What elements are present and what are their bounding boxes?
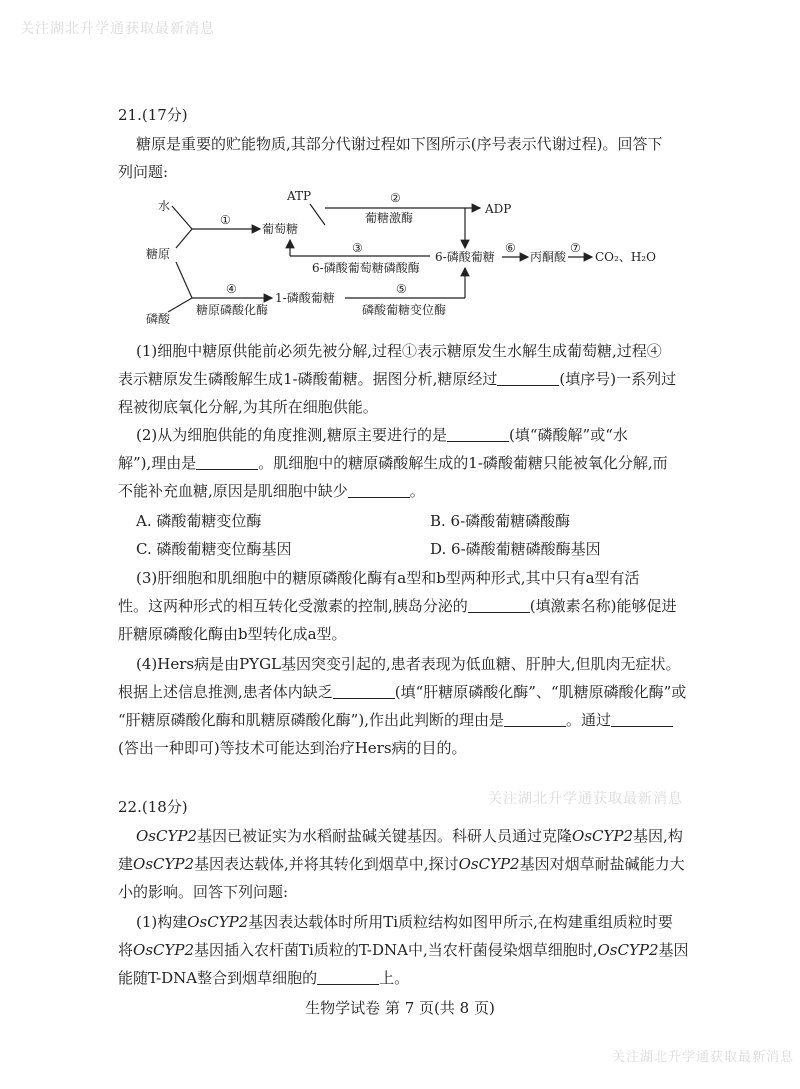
answer-blank[interactable] bbox=[317, 970, 379, 985]
label-water: 水 bbox=[158, 199, 171, 213]
glycogen-metabolism-diagram bbox=[140, 180, 680, 330]
label-g1p: 1-磷酸葡糖 bbox=[275, 291, 335, 305]
answer-blank[interactable] bbox=[333, 684, 395, 699]
option-c: C. 磷酸葡糖变位酶基因 bbox=[136, 540, 292, 558]
q22-part1-line-3: 能随T-DNA整合到烟草细胞的 上。 bbox=[118, 969, 410, 987]
option-b: B. 6-磷酸葡糖磷酸酶 bbox=[430, 512, 571, 530]
label-g6p: 6-磷酸葡糖 bbox=[435, 250, 495, 264]
question-22-heading: 22.(18分) bbox=[118, 798, 188, 816]
answer-blank[interactable] bbox=[196, 455, 258, 470]
label-phosphate: 磷酸 bbox=[146, 312, 171, 326]
q22-part1-line-2: 将OsCYP2基因插入农杆菌Ti质粒的T-DNA中,当农杆菌侵染烟草细胞时,OsCYP2基因 bbox=[118, 941, 689, 959]
answer-blank[interactable] bbox=[348, 483, 410, 498]
label-glycogen: 糖原 bbox=[146, 247, 171, 261]
watermark-middle: 关注湖北升学通获取最新消息 bbox=[488, 791, 683, 807]
label-g6pase: 6-磷酸葡萄糖磷酸酶 bbox=[312, 261, 420, 275]
label-pyruvate: 丙酮酸 bbox=[530, 250, 567, 264]
label-glucose: 葡萄糖 bbox=[262, 222, 299, 236]
option-a: A. 磷酸葡糖变位酶 bbox=[136, 512, 262, 530]
question-21-heading: 21.(17分) bbox=[118, 106, 188, 124]
answer-blank[interactable] bbox=[504, 712, 566, 727]
label-adp: ADP bbox=[485, 202, 512, 216]
label-products: CO₂、H₂O bbox=[595, 250, 656, 264]
q22-intro-line-1: OsCYP2基因已被证实为水稻耐盐碱关键基因。科研人员通过克隆OsCYP2基因,构 bbox=[136, 827, 683, 845]
watermark-bottom: 关注湖北升学通获取最新消息 bbox=[612, 1050, 795, 1065]
label-step-1: ① bbox=[220, 213, 231, 227]
q21-part2-line-1: (2)从为细胞供能的角度推测,糖原主要进行的是 (填“磷酸解”或“水 bbox=[136, 426, 628, 444]
q21-part4-line-2: 根据上述信息推测,患者体内缺乏 (填“肝糖原磷酸化酶”、“肌糖原磷酸化酶”或 bbox=[118, 683, 687, 701]
q21-intro-line-2: 列问题: bbox=[118, 163, 169, 181]
label-step-5: ⑤ bbox=[396, 282, 407, 296]
q21-part3-line-2: 性。这两种形式的相互转化受激素的控制,胰岛分泌的 (填激素名称)能够促进 bbox=[118, 597, 677, 615]
label-step-6: ⑥ bbox=[505, 241, 516, 255]
label-step-7: ⑦ bbox=[570, 241, 581, 255]
q21-intro-line-1: 糖原是重要的贮能物质,其部分代谢过程如下图所示(序号表示代谢过程)。回答下 bbox=[136, 135, 663, 153]
q22-intro-line-3: 小的影响。回答下列问题: bbox=[118, 883, 289, 901]
option-d: D. 6-磷酸葡糖磷酸酶基因 bbox=[430, 540, 601, 558]
q21-part2-line-2: 解”),理由是 。肌细胞中的糖原磷酸解生成的1-磷酸葡糖只能被氧化分解,而 bbox=[118, 454, 668, 472]
label-step-3: ③ bbox=[352, 241, 363, 255]
q21-part2-line-3: 不能补充血糖,原因是肌细胞中缺少 。 bbox=[118, 482, 425, 500]
label-step-4: ④ bbox=[226, 282, 237, 296]
q21-part3-line-3: 肝糖原磷酸化酶由b型转化成a型。 bbox=[118, 625, 347, 643]
label-step-2: ② bbox=[390, 191, 401, 205]
q21-part1-line-3: 程被彻底氧化分解,为其所在细胞供能。 bbox=[118, 398, 378, 416]
label-hexokinase: 葡糖激酶 bbox=[365, 211, 414, 225]
label-atp: ATP bbox=[287, 189, 312, 203]
watermark-top: 关注湖北升学通获取最新消息 bbox=[20, 21, 215, 37]
answer-blank[interactable] bbox=[468, 598, 530, 613]
q21-part1-line-1: (1)细胞中糖原供能前必须先被分解,过程①表示糖原发生水解生成葡萄糖,过程④ bbox=[136, 342, 662, 360]
q21-part1-line-2: 表示糖原发生磷酸解生成1-磷酸葡糖。据图分析,糖原经过 (填序号)一系列过 bbox=[118, 370, 677, 388]
q22-intro-line-2: 建OsCYP2基因表达载体,并将其转化到烟草中,探讨OsCYP2基因对烟草耐盐碱能力大 bbox=[118, 855, 685, 873]
label-mutase: 磷酸葡糖变位酶 bbox=[362, 303, 447, 317]
answer-blank[interactable] bbox=[497, 371, 559, 386]
label-phosphorylase: 糖原磷酸化酶 bbox=[196, 303, 269, 317]
q21-part4-line-1: (4)Hers病是由PYGL基因突变引起的,患者表现为低血糖、肝肿大,但肌肉无症状。 bbox=[136, 655, 681, 673]
page-footer: 生物学试卷 第 7 页(共 8 页) bbox=[305, 999, 495, 1017]
q21-part3-line-1: (3)肝细胞和肌细胞中的糖原磷酸化酶有a型和b型两种形式,其中只有a型有活 bbox=[136, 569, 640, 587]
q21-part4-line-4: (答出一种即可)等技术可能达到治疗Hers病的目的。 bbox=[118, 739, 467, 757]
answer-blank[interactable] bbox=[447, 427, 509, 442]
q21-part4-line-3: “肝糖原磷酸化酶和肌糖原磷酸化酶”),作出此判断的理由是 。通过 bbox=[118, 710, 673, 730]
q22-part1-line-1: (1)构建OsCYP2基因表达载体时所用Ti质粒结构如图甲所示,在构建重组质粒时要 bbox=[136, 913, 673, 931]
answer-blank[interactable] bbox=[611, 712, 673, 727]
